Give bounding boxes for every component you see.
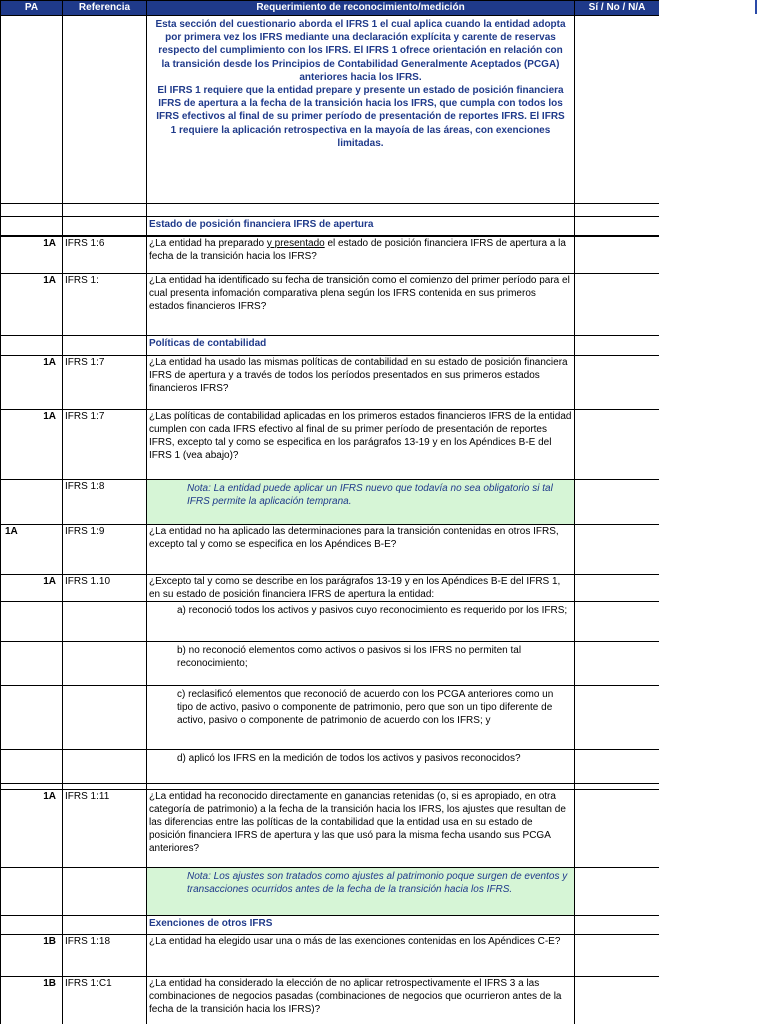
table-row	[1, 236, 660, 274]
reference-cell: IFRS 1:18	[63, 935, 147, 977]
section-row	[1, 217, 660, 236]
reference-cell: IFRS 1:6	[63, 236, 147, 274]
header-requerimiento: Requerimiento de reconocimiento/medición	[147, 1, 575, 16]
reference-cell: IFRS 1:11	[63, 790, 147, 868]
reference-cell: IFRS 1:9	[63, 525, 147, 575]
answer-cell[interactable]	[575, 686, 660, 750]
header-row	[1, 1, 660, 16]
answer-cell[interactable]	[575, 602, 660, 642]
requirement-cell: ¿La entidad ha elegido usar una o más de las exenciones contenidas en los Apéndices C-E?	[147, 935, 575, 977]
answer-cell[interactable]	[575, 977, 660, 1024]
table-row	[1, 602, 660, 642]
header-pa: PA	[1, 1, 63, 16]
table-row	[1, 356, 660, 410]
table-row	[1, 575, 660, 602]
section-title: Estado de posición financiera IFRS de apertura	[147, 217, 575, 236]
edge-marker	[755, 0, 757, 14]
note-cell: Nota: Los ajustes son tratados como ajustes al patrimonio poque surgen de eventos y transacciones ocurridos antes de la fecha de la transición hacia los IFRS.	[147, 868, 575, 916]
pa-cell: 1A	[1, 236, 63, 274]
table-row	[1, 790, 660, 868]
requirement-cell: ¿La entidad ha usado las mismas políticas de contabilidad en su estado de posición financiera IFRS de apertura y a través de todos los períodos presentados en sus primeros estados financieros IFRS?	[147, 356, 575, 410]
intro-paragraph-2: El IFRS 1 requiere que la entidad prepare y presente un estado de posición financiera IFRS de apertura a la fecha de la transición hacia los IFRS, que cumpla con todos los IFRS efectivos al final de su primer período de presentación de reportes IFRS. El IFRS 1 requiere la aplicación retrospectiva en la mayoía de las áreas, con exenciones limitadas.	[156, 85, 565, 149]
reference-cell: IFRS 1:7	[63, 356, 147, 410]
section-row	[1, 336, 660, 356]
header-referencia: Referencia	[63, 1, 147, 16]
sub-item-c: c) reclasificó elementos que reconoció de acuerdo con los PCGA anteriores como un tipo de activo, pasivo o componente de patrimonio, pero que son un tipo diferente de activo, pasivo o componente de patrimonio de acuerdo con los IFRS; y	[147, 686, 575, 750]
answer-cell[interactable]	[575, 750, 660, 784]
table-row	[1, 642, 660, 686]
section-row	[1, 916, 660, 935]
reference-cell: IFRS 1:	[63, 274, 147, 336]
table-row	[1, 525, 660, 575]
sub-item-a: a) reconoció todos los activos y pasivos cuyo reconocimiento es requerido por los IFRS;	[147, 602, 575, 642]
answer-cell[interactable]	[575, 236, 660, 274]
requirement-cell: ¿Excepto tal y como se describe en los parágrafos 13-19 y en los Apéndices B-E del IFRS 1, en su estado de posición financiera IFRS de apertura la entidad:	[147, 575, 575, 602]
answer-cell[interactable]	[575, 642, 660, 686]
table-row	[1, 977, 660, 1024]
answer-cell[interactable]	[575, 575, 660, 602]
answer-cell[interactable]	[575, 935, 660, 977]
pa-cell: 1B	[1, 977, 63, 1024]
answer-cell[interactable]	[575, 525, 660, 575]
requirement-cell: ¿La entidad ha reconocido directamente en ganancias retenidas (o, si es apropiado, en otra categoría de patrimonio) a la fecha de la transición hacia los IFRS, los ajustes que resultan de las diferencias entre las políticas de la contabilidad que la entidad usa en su estado de posición financiera IFRS de apertura y las que usó para la misma fecha usando sus PCGA anteriores?	[147, 790, 575, 868]
requirement-cell: ¿La entidad no ha aplicado las determinaciones para la transición contenidas en otros IFRS, excepto tal y como se especifica en los Apéndices B-E?	[147, 525, 575, 575]
reference-cell: IFRS 1:8	[63, 480, 147, 525]
table-row	[1, 868, 660, 916]
sub-item-d: d) aplicó los IFRS en la medición de todos los activos y pasivos reconocidos?	[147, 750, 575, 784]
table-row	[1, 480, 660, 525]
header-respuesta: Sí / No / N/A	[575, 1, 660, 16]
requirement-cell: ¿La entidad ha preparado y presentado el estado de posición financiera IFRS de apertura a la fecha de la transición hacia los IFRS?	[147, 236, 575, 274]
answer-cell[interactable]	[575, 16, 660, 204]
answer-cell[interactable]	[575, 274, 660, 336]
sub-item-b: b) no reconoció elementos como activos o pasivos si los IFRS no permiten tal reconocimiento;	[147, 642, 575, 686]
requirement-cell: ¿La entidad ha identificado su fecha de transición como el comienzo del primer período para el cual presenta infomación comparativa plena según los IFRS contenida en sus primeros estados financieros IFRS?	[147, 274, 575, 336]
pa-cell: 1A	[1, 575, 63, 602]
pa-cell: 1B	[1, 935, 63, 977]
reference-cell: IFRS 1:7	[63, 410, 147, 480]
pa-cell: 1A	[1, 274, 63, 336]
reference-cell: IFRS 1.10	[63, 575, 147, 602]
table-row	[1, 274, 660, 336]
answer-cell[interactable]	[575, 790, 660, 868]
answer-cell[interactable]	[575, 410, 660, 480]
answer-cell[interactable]	[575, 480, 660, 525]
pa-cell: 1A	[1, 790, 63, 868]
section-title: Políticas de contabilidad	[147, 336, 575, 356]
pa-cell	[1, 480, 63, 525]
requirement-cell: ¿La entidad ha considerado la elección de no aplicar retrospectivamente el IFRS 3 a las combinaciones de negocios pasadas (combinaciones de negocios que ocurrieron antes de la fecha de la transición hacia los IFRS)?	[147, 977, 575, 1024]
note-cell: Nota: La entidad puede aplicar un IFRS nuevo que todavía no sea obligatorio si tal IFRS permite la aplicación temprana.	[147, 480, 575, 525]
table-row	[1, 935, 660, 977]
section-title: Exenciones de otros IFRS	[147, 916, 575, 935]
reference-cell: IFRS 1:C1	[63, 977, 147, 1024]
pa-cell: 1A	[1, 525, 63, 575]
answer-cell[interactable]	[575, 868, 660, 916]
intro-text	[147, 16, 575, 204]
table-row	[1, 686, 660, 750]
intro-row	[1, 16, 660, 204]
pa-cell: 1A	[1, 410, 63, 480]
table-row	[1, 750, 660, 784]
pa-cell: 1A	[1, 356, 63, 410]
requirement-cell: ¿Las políticas de contabilidad aplicadas en los primeros estados financieros IFRS de la entidad cumplen con cada IFRS efectivo al final de su primer período de presentación de reportes IFRS, excepto tal y como se especifica en los parágrafos 13-19 y en los Apéndices B-E del IFRS 1 (vea abajo)?	[147, 410, 575, 480]
intro-paragraph-1: Esta sección del cuestionario aborda el IFRS 1 el cual aplica cuando la entidad adopta por primera vez los IFRS mediante una declaración explícita y carente de reservas respecto del cumplimiento con los IFRS. El IFRS 1 ofrece orientación en relación con la transición desde los Principios de Contabilidad Generalmente Aceptados (PCGA) anteriores hacia los IFRS.	[155, 19, 566, 83]
table-row	[1, 410, 660, 480]
answer-cell[interactable]	[575, 356, 660, 410]
